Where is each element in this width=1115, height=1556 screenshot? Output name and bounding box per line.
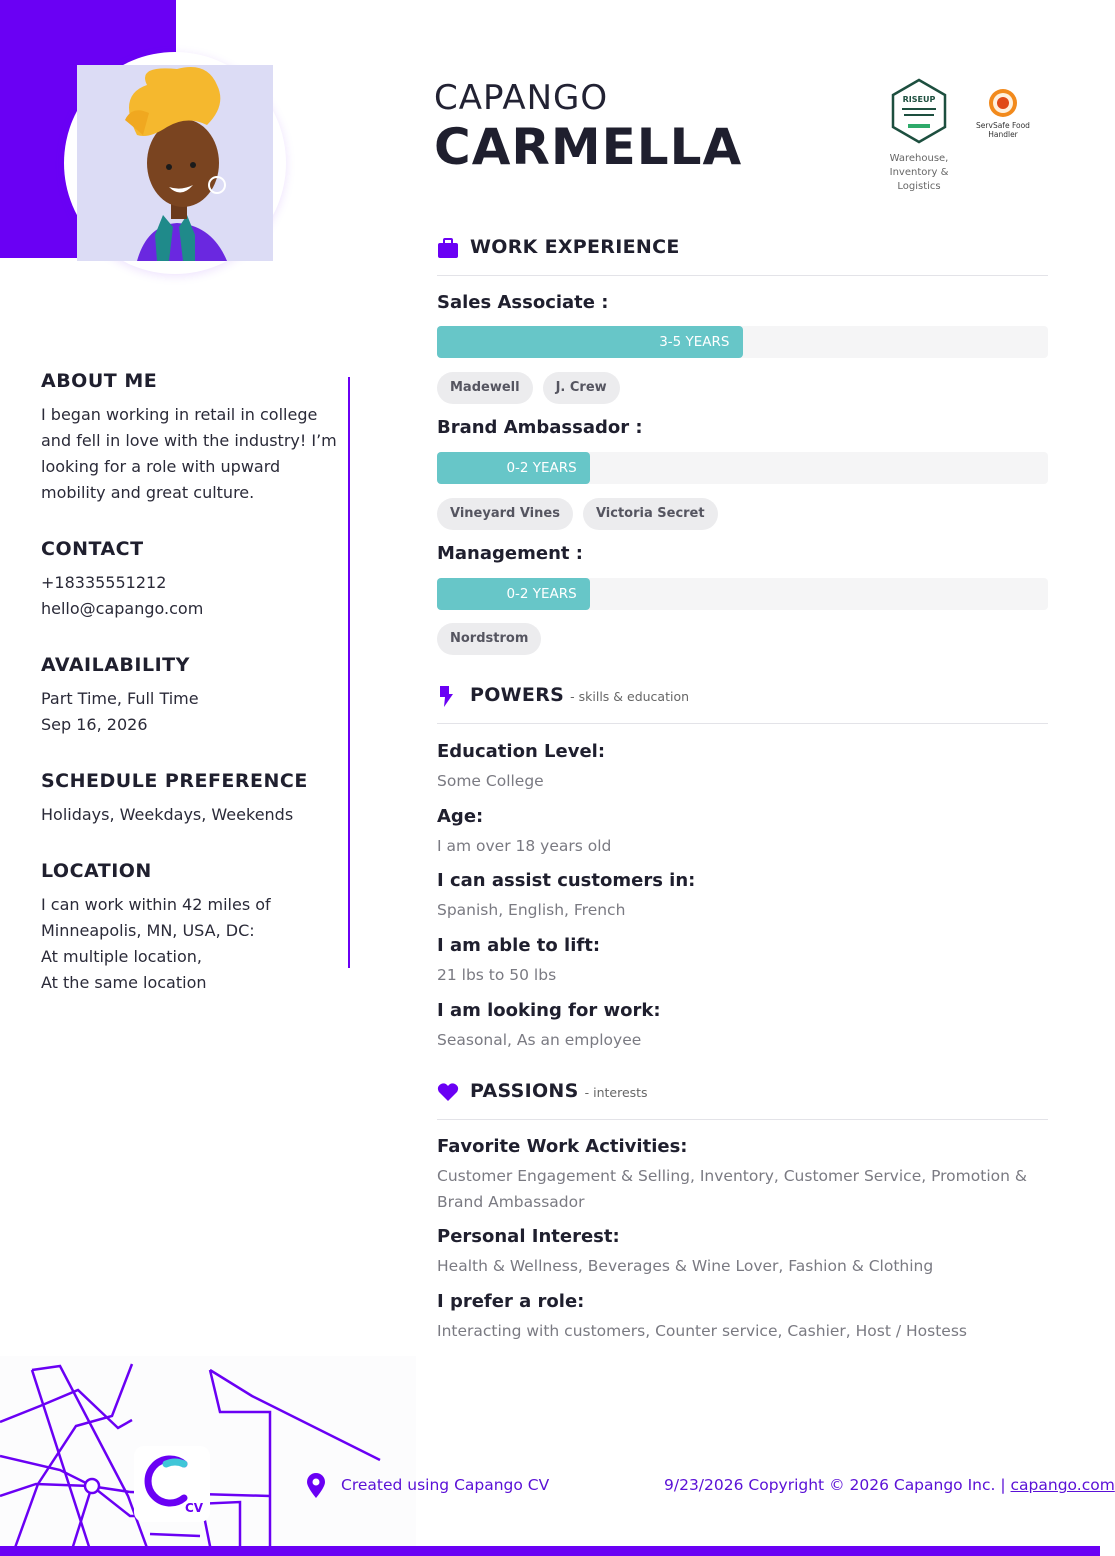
field-value: Some College xyxy=(437,772,544,790)
riseup-logo-text: RISEUP xyxy=(902,95,936,104)
company-list xyxy=(437,498,718,530)
contact-email: hello@capango.com xyxy=(41,599,204,618)
lightning-icon xyxy=(437,685,459,707)
briefcase-icon xyxy=(437,237,459,259)
location-line: At multiple location, xyxy=(41,947,203,966)
company-chip: Victoria Secret xyxy=(583,498,718,530)
field-label: Age: xyxy=(437,806,484,827)
field-label: Favorite Work Activities: xyxy=(437,1136,688,1157)
company-chip: Vineyard Vines xyxy=(437,498,573,530)
footer xyxy=(0,1356,1115,1556)
riseup-caption: Warehouse, Inventory & Logistics xyxy=(889,153,949,192)
contact-title: CONTACT xyxy=(41,538,144,560)
field-label: I can assist customers in: xyxy=(437,870,696,891)
contact-phone: +18335551212 xyxy=(41,573,167,592)
avatar-illustration xyxy=(77,65,273,261)
capango-cv-logo xyxy=(132,1444,212,1524)
field-value: Seasonal, As an employee xyxy=(437,1031,642,1049)
powers-subtitle: - skills & education xyxy=(570,689,690,704)
heart-icon xyxy=(437,1081,459,1103)
experience-bar xyxy=(437,326,1048,358)
availability-title: AVAILABILITY xyxy=(41,654,190,676)
field-label: Education Level: xyxy=(437,741,606,762)
created-using-text: Created using Capango CV xyxy=(341,1476,550,1494)
about-section xyxy=(41,370,341,506)
experience-bar-fill: 3-5 YEARS xyxy=(437,326,743,358)
job-title: Management : xyxy=(437,543,583,564)
field-value: Health & Wellness, Beverages & Wine Lover, Fashion & Clothing xyxy=(437,1257,934,1275)
work-experience-title: WORK EXPERIENCE xyxy=(470,236,680,258)
avatar xyxy=(77,65,273,261)
about-title: ABOUT ME xyxy=(41,370,158,392)
footer-accent-bar xyxy=(0,1546,1100,1556)
availability-date: Sep 16, 2026 xyxy=(41,715,148,734)
powers-title: POWERS xyxy=(470,684,565,706)
schedule-section xyxy=(41,770,341,828)
field-value: Spanish, English, French xyxy=(437,901,626,919)
copyright-label: 9/23/2026 Copyright © 2026 Capango Inc. | xyxy=(664,1476,1011,1494)
experience-bar-fill: 0-2 YEARS xyxy=(437,452,590,484)
passions-title: PASSIONS xyxy=(470,1080,579,1102)
first-name: CAPANGO xyxy=(434,78,609,118)
sidebar xyxy=(41,370,341,1028)
availability-section xyxy=(41,654,341,738)
work-experience-header xyxy=(437,236,1048,276)
passions-subtitle: - interests xyxy=(584,1085,648,1100)
availability-type: Part Time, Full Time xyxy=(41,689,199,708)
schedule-title: SCHEDULE PREFERENCE xyxy=(41,770,308,792)
riseup-badge xyxy=(886,78,952,194)
location-line: At the same location xyxy=(41,973,207,992)
experience-bar xyxy=(437,452,1048,484)
field-value: Interacting with customers, Counter service, Cashier, Host / Hostess xyxy=(437,1322,967,1340)
field-value: 21 lbs to 50 lbs xyxy=(437,966,557,984)
powers-header xyxy=(437,684,1048,724)
job-title: Brand Ambassador : xyxy=(437,417,643,438)
company-chip: Nordstrom xyxy=(437,623,541,655)
capango-link[interactable]: capango.com xyxy=(1010,1476,1115,1494)
about-text: I began working in retail in college and fell in love with the industry! I’m looking for a role with upward mobility and great culture. xyxy=(41,405,337,502)
job-title: Sales Associate : xyxy=(437,292,609,313)
passions-header xyxy=(437,1080,1048,1120)
copyright-text xyxy=(664,1476,1115,1494)
field-label: Personal Interest: xyxy=(437,1226,620,1247)
contact-section xyxy=(41,538,341,622)
schedule-text: Holidays, Weekdays, Weekends xyxy=(41,805,294,824)
field-label: I am able to lift: xyxy=(437,935,601,956)
company-list xyxy=(437,372,620,404)
location-title: LOCATION xyxy=(41,860,152,882)
column-divider xyxy=(348,377,350,968)
field-label: I am looking for work: xyxy=(437,1000,661,1021)
field-value: I am over 18 years old xyxy=(437,837,612,855)
riseup-hexagon-icon xyxy=(890,78,948,144)
experience-bar-fill: 0-2 YEARS xyxy=(437,578,590,610)
servsafe-caption: ServSafe Food Handler xyxy=(976,121,1030,139)
company-list xyxy=(437,623,541,655)
servsafe-seal-icon xyxy=(988,88,1018,118)
location-section xyxy=(41,860,341,996)
company-chip: Madewell xyxy=(437,372,533,404)
capango-logo-icon xyxy=(132,1444,212,1524)
logo-cv-text: CV xyxy=(184,1501,204,1515)
location-line: I can work within 42 miles of xyxy=(41,895,271,914)
location-pin-icon xyxy=(305,1473,327,1499)
experience-bar xyxy=(437,578,1048,610)
field-label: I prefer a role: xyxy=(437,1291,585,1312)
servsafe-badge xyxy=(974,88,1032,139)
last-name: CARMELLA xyxy=(434,118,743,176)
field-value: Customer Engagement & Selling, Inventory, Customer Service, Promotion & Brand Ambassador xyxy=(437,1167,1027,1211)
company-chip: J. Crew xyxy=(543,372,620,404)
location-line: Minneapolis, MN, USA, DC: xyxy=(41,921,255,940)
